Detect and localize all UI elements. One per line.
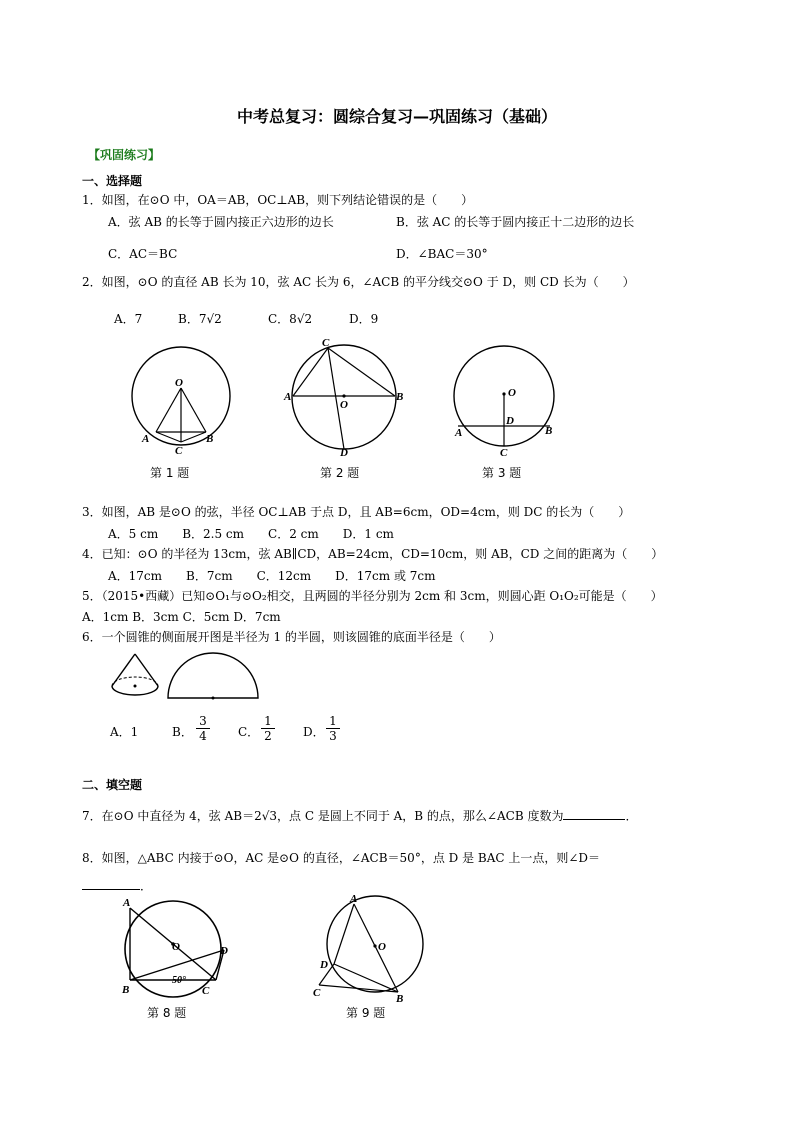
- question-1-option-b: B．弦 AC 的长等于圆内接正十二边形的边长: [396, 215, 635, 229]
- question-6-option-b-fraction: [196, 714, 210, 743]
- answer-blank: [563, 819, 625, 820]
- question-1-option-c: C．AC＝BC: [108, 247, 178, 261]
- figure-8-diagram: [118, 898, 248, 998]
- section-heading-fill: 二、填空题: [82, 778, 143, 792]
- figure-3-label-c: C: [500, 447, 508, 459]
- question-2-stem: 2．如图，⊙O 的直径 AB 长为 10，弦 AC 长为 6，∠ACB 的平分线交⊙O 于 D，则 CD 长为（ ）: [82, 275, 635, 289]
- figure-3-label-b: B: [545, 425, 553, 437]
- figure-1-label-o: O: [175, 377, 183, 389]
- question-8-stem: 8．如图，△ABC 内接于⊙O，AC 是⊙O 的直径，∠ACB＝50°，点 D 是 BAC 上一点，则∠D＝: [82, 851, 601, 865]
- question-1-option-a: A．弦 AB 的长等于圆内接正六边形的边长: [108, 215, 334, 229]
- page-title: 中考总复习：圆综合复习—巩固练习（基础）: [236, 107, 557, 126]
- figure-8-label-c: C: [202, 985, 210, 997]
- figure-3-label-o: O: [508, 387, 516, 399]
- figure-2-label-o: O: [340, 399, 348, 411]
- fraction-denominator: 3: [329, 729, 337, 743]
- figure-9-label-o: O: [378, 941, 386, 953]
- question-5-options: A．1cm B．3cm C．5cm D．7cm: [82, 610, 281, 624]
- question-2-option-a: A．7: [114, 312, 143, 326]
- figure-9-label-c: C: [313, 987, 321, 999]
- section-tag: 【巩固练习】: [88, 148, 161, 162]
- figure-1-diagram: [128, 344, 248, 457]
- answer-blank: [82, 889, 140, 890]
- figure-8-label-b: B: [122, 984, 130, 996]
- question-7-stem: 7．在⊙O 中直径为 4，弦 AB＝2√3，点 C 是圆上不同于 A，B 的点，那么∠ACB 度数为 ．: [82, 809, 638, 823]
- question-6-option-c-fraction: [261, 714, 275, 743]
- figure-2-label-c: C: [322, 337, 330, 349]
- figure-9-label-a: A: [350, 893, 358, 905]
- question-4-stem: 4．已知：⊙O 的半径为 13cm，弦 AB∥CD，AB=24cm，CD=10cm，则 AB，CD 之间的距离为（ ）: [82, 547, 664, 561]
- figure-8-label-o: O: [172, 941, 180, 953]
- question-1-option-d: D．∠BAC＝30°: [396, 247, 488, 261]
- figure-2-diagram: [284, 337, 414, 459]
- question-6-option-a: A．1: [110, 725, 139, 739]
- question-6-stem: 6．一个圆锥的侧面展开图是半径为 1 的半圆，则该圆锥的底面半径是（ ）: [82, 630, 501, 644]
- section-heading-choice: 一、选择题: [82, 174, 143, 188]
- figure-3-label-d: D: [506, 415, 514, 427]
- question-6-option-d-label: D．: [303, 725, 325, 739]
- figure-1-label-b: B: [206, 433, 214, 445]
- figure-1-label-a: A: [142, 433, 150, 445]
- figure-9-label-d: D: [320, 959, 328, 971]
- figure-1-label-c: C: [175, 445, 183, 457]
- figure-2-caption: 第 2 题: [320, 466, 360, 480]
- figure-9-diagram: [310, 892, 440, 1005]
- figure-2-label-a: A: [284, 391, 292, 403]
- figure-8-label-a: A: [123, 897, 131, 909]
- question-4-options: A．17cm B．7cm C．12cm D．17cm 或 7cm: [108, 569, 436, 583]
- question-1-stem: 1．如图，在⊙O 中，OA＝AB，OC⊥AB，则下列结论错误的是（ ）: [82, 193, 474, 207]
- figure-1-caption: 第 1 题: [150, 466, 190, 480]
- question-2-option-c: C．8√2: [268, 312, 313, 326]
- question-3-options: A．5 cm B．2.5 cm C．2 cm D．1 cm: [108, 527, 394, 541]
- figure-8-caption: 第 8 题: [147, 1006, 187, 1020]
- question-5-stem: 5．（2015•西藏）已知⊙O₁与⊙O₂相交，且两圆的半径分别为 2cm 和 3cm，则圆心距 O₁O₂可能是（ ）: [82, 589, 663, 603]
- question-3-stem: 3．如图，AB 是⊙O 的弦，半径 OC⊥AB 于点 D，且 AB=6cm，OD=4cm，则 DC 的长为（ ）: [82, 505, 631, 519]
- question-2-option-d: D．9: [349, 312, 379, 326]
- figure-3-caption: 第 3 题: [482, 466, 522, 480]
- semicircle-figure: [166, 654, 262, 704]
- question-7-text: 7．在⊙O 中直径为 4，弦 AB＝2√3，点 C 是圆上不同于 A，B 的点，那么∠ACB 度数为: [82, 809, 564, 823]
- question-2-option-b: B．7√2: [178, 312, 222, 326]
- question-6-option-c-label: C．: [238, 725, 260, 739]
- figure-2-label-d: D: [340, 447, 348, 459]
- question-6-option-b-label: B．: [172, 725, 193, 739]
- fraction-numerator: 1: [326, 714, 340, 729]
- fraction-denominator: 4: [199, 729, 207, 743]
- fraction-denominator: 2: [264, 729, 272, 743]
- cone-figure: [108, 652, 168, 702]
- figure-3-label-a: A: [455, 427, 463, 439]
- figure-8-angle-label: 50°: [172, 975, 186, 986]
- figure-8-label-d: D: [220, 945, 228, 957]
- fraction-numerator: 3: [196, 714, 210, 729]
- figure-9-label-b: B: [396, 993, 404, 1005]
- question-8-blank-line: ．: [82, 878, 152, 894]
- fraction-numerator: 1: [261, 714, 275, 729]
- question-6-option-d-fraction: [326, 714, 340, 743]
- figure-2-label-b: B: [396, 391, 404, 403]
- figure-3-diagram: [450, 344, 570, 459]
- figure-9-caption: 第 9 题: [346, 1006, 386, 1020]
